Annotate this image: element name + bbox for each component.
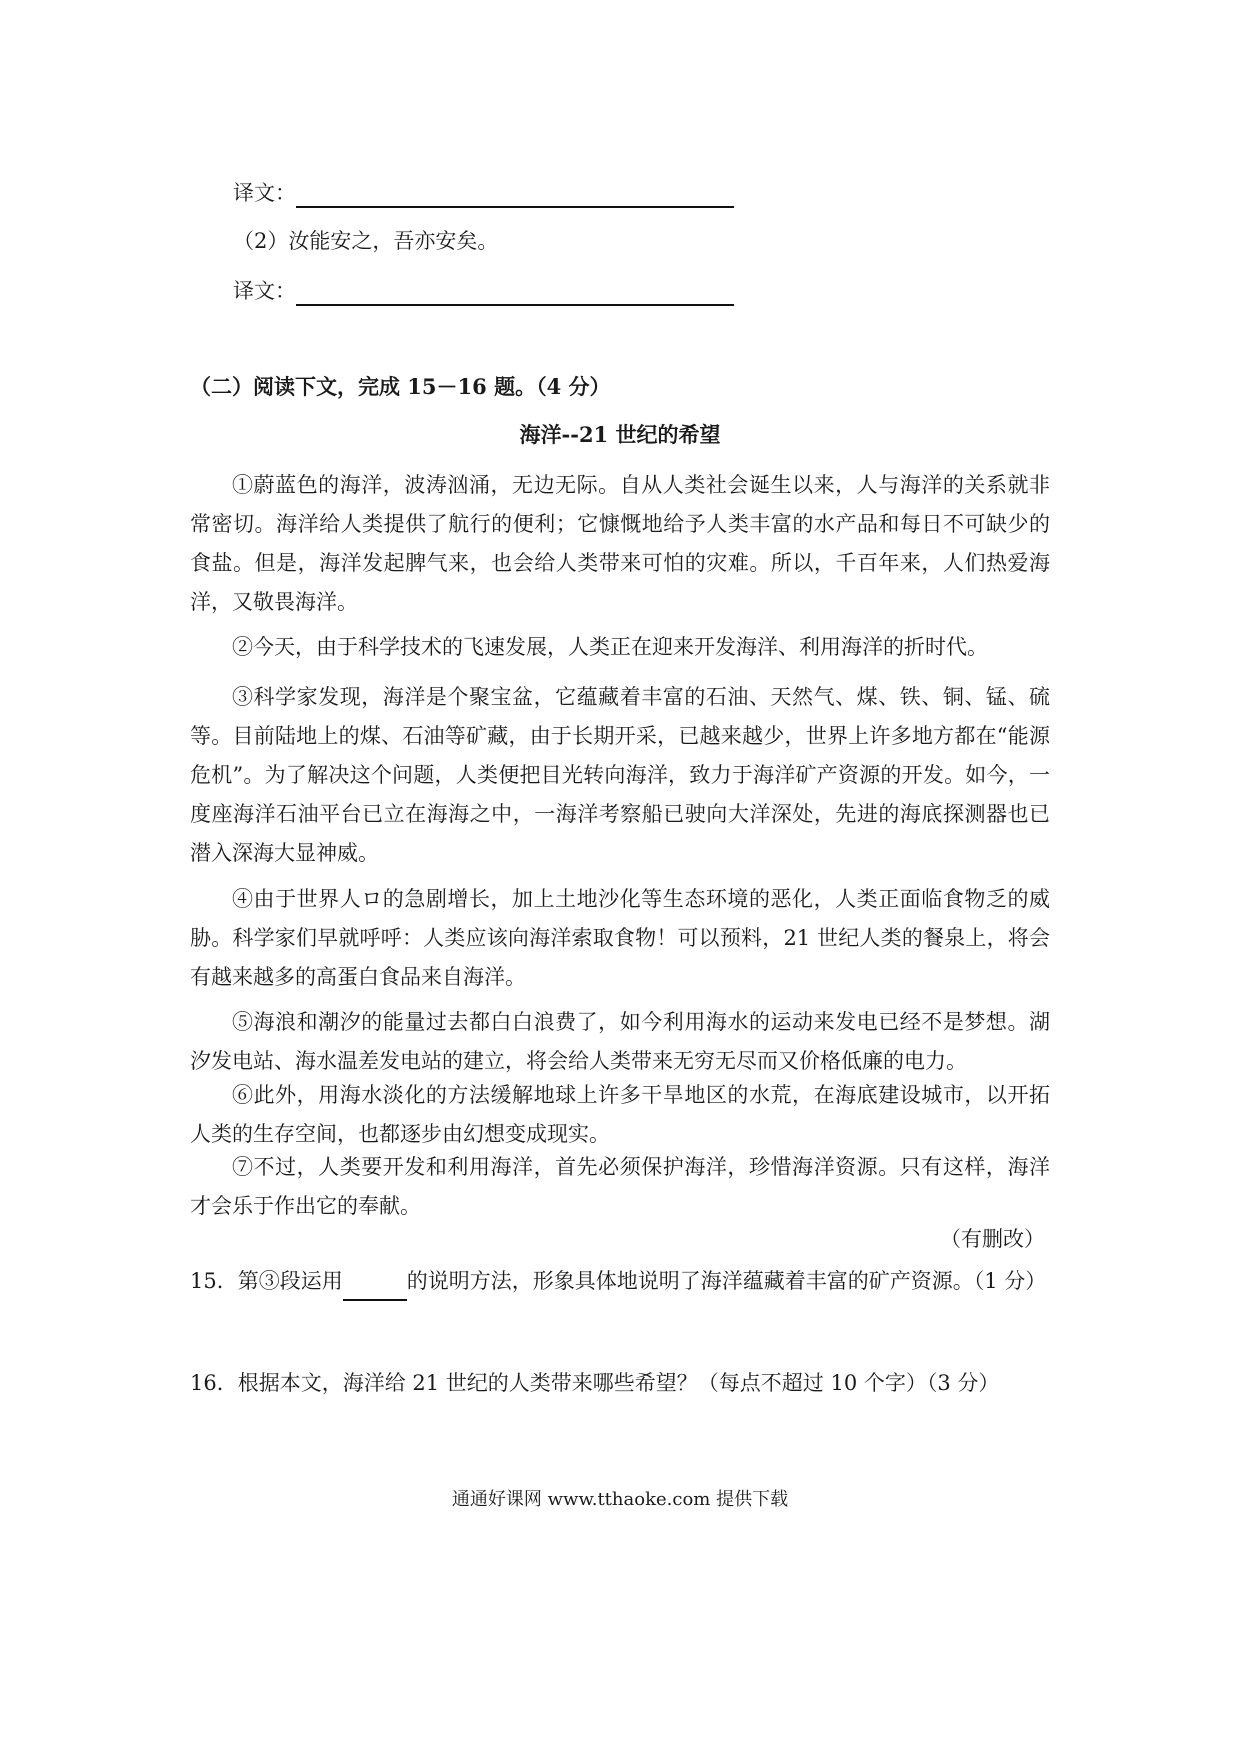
translation-label: 译文： (233, 279, 296, 303)
footer-credit: 通通好课网 www.tthaoke.com 提供下载 (451, 1489, 789, 1510)
source-sentence-2: （2）汝能安之，吾亦安矣。 (233, 229, 499, 253)
answer-blank[interactable] (296, 184, 734, 208)
paragraph-2: ②今天，由于科学技术的飞速发展，人类正在迎来开发海洋、利用海洋的折时代。 (232, 635, 988, 659)
edit-note: （有删改） (940, 1227, 1045, 1251)
translation-label: 译文： (233, 181, 296, 205)
question-16: 16．根据本文，海洋给 21 世纪的人类带来哪些希望？（每点不超过 10 个字）（3 分） (190, 1371, 1000, 1395)
translation-line-1 (233, 178, 734, 208)
translation-line-2 (233, 276, 734, 306)
answer-blank[interactable] (343, 1277, 407, 1301)
question-15-text-after: 的说明方法，形象具体地说明了海洋蕴藏着丰富的矿产资源。（1 分） (406, 1269, 1047, 1293)
passage-title: 海洋--21 世纪的希望 (519, 422, 721, 447)
paragraph-3: ③科学家发现，海洋是个聚宝盆，它蕴藏着丰富的石油、天然气、煤、铁、铜、锰、硫等。目前陆地上的煤、石油等矿藏，由于长期开采，已越来越少，世界上许多地方都在“能源危机”。为了解决这个问题，人类便把目光转向海洋，致力于海洋矿产资源的开发。如今，一度座海洋石油平台已立在海海之中，一海洋考察船已驶向大洋深处，先进的海底探测器也已潜入深海大显神威。 (190, 685, 1050, 865)
paragraph-5: ⑤海浪和潮汐的能量过去都白白浪费了，如今利用海水的运动来发电已经不是梦想。湖汐发电站、海水温差发电站的建立，将会给人类带来无穷无尽而又价格低廉的电力。 (190, 1010, 1050, 1073)
paragraph-6: ⑥此外，用海水淡化的方法缓解地球上许多干旱地区的水荒，在海底建设城市，以开拓人类的生存空间，也都逐步由幻想变成现实。 (190, 1083, 1050, 1146)
paragraph-4: ④由于世界人ロ的急剧增长，加上土地沙化等生态环境的恶化，人类正面临食物乏的威胁。科学家们早就呼呼：人类应该向海洋索取食物！可以预料，21 世纪人类的餐泉上，将会有越来越多的高蛋白食品来自海洋。 (190, 887, 1050, 989)
paragraph-1: ①蔚蓝色的海洋，波涛汹涌，无边无际。自从人类社会诞生以来，人与海洋的关系就非常密切。海洋给人类提供了航行的便利；它慷慨地给予人类丰富的水产品和每日不可缺少的食盐。但是，海洋发起脾气来，也会给人类带来可怕的灾难。所以，千百年来，人们热爱海洋，又敬畏海洋。 (190, 473, 1050, 614)
section-heading: （二）阅读下文，完成 15－16 题。（4 分） (190, 374, 611, 399)
answer-blank[interactable] (296, 282, 734, 306)
paragraph-7: ⑦不过，人类要开发和利用海洋，首先必须保护海洋，珍惜海洋资源。只有这样，海洋才会乐于作出它的奉献。 (190, 1155, 1050, 1218)
question-15-text-before: 15．第③段运用 (190, 1269, 343, 1293)
question-15 (190, 1262, 1050, 1301)
